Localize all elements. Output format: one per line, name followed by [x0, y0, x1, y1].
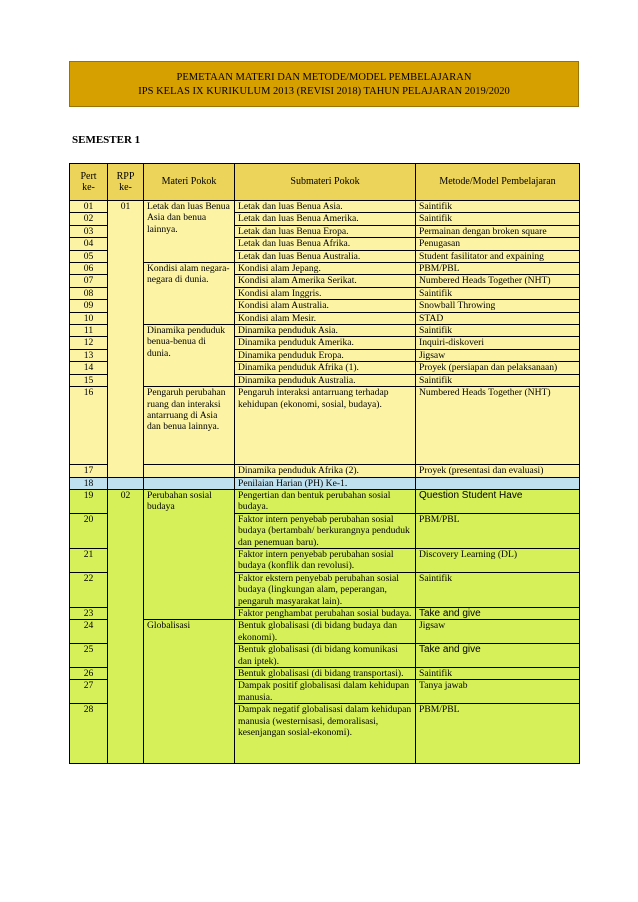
- sub-cell: Dinamika penduduk Afrika (1).: [235, 362, 416, 374]
- table-row: [70, 620, 580, 644]
- pert-cell: 27: [70, 680, 108, 704]
- pert-cell: 14: [70, 362, 108, 374]
- sub-cell: Letak dan luas Benua Eropa.: [235, 225, 416, 237]
- metode-cell: [416, 477, 580, 489]
- pert-cell: 01: [70, 201, 108, 213]
- title-line-2: IPS KELAS IX KURIKULUM 2013 (REVISI 2018) TAHUN PELAJARAN 2019/2020: [138, 86, 510, 97]
- metode-cell: Saintifik: [416, 287, 580, 299]
- pert-cell: 02: [70, 213, 108, 225]
- metode-cell: Tanya jawab: [416, 680, 580, 704]
- materi-cell: Pengaruh perubahan ruang dan interaksi antarruang di Asia dan benua lainnya.: [144, 387, 235, 465]
- header-pert: Pert ke-: [70, 164, 108, 201]
- pert-cell: 13: [70, 349, 108, 361]
- table-row: [70, 477, 580, 489]
- sub-cell: Letak dan luas Benua Amerika.: [235, 213, 416, 225]
- metode-cell: Take and give: [416, 607, 580, 619]
- mapping-table: [69, 163, 580, 764]
- sub-cell: Faktor intern penyebab perubahan sosial budaya (bertambah/ berkurangnya penduduk dan penemuan baru).: [235, 513, 416, 548]
- pert-cell: 04: [70, 238, 108, 250]
- pert-cell: 11: [70, 325, 108, 337]
- metode-cell: Numbered Heads Together (NHT): [416, 275, 580, 287]
- sub-cell: Letak dan luas Benua Afrika.: [235, 238, 416, 250]
- sub-cell: Bentuk globalisasi (di bidang komunikasi dan iptek).: [235, 644, 416, 668]
- sub-cell: Dampak negatif globalisasi dalam kehidupan manusia (westernisasi, demoralisasi, kesenjangan sosial-ekonomi).: [235, 704, 416, 764]
- sub-cell: Pengertian dan bentuk perubahan sosial budaya.: [235, 489, 416, 513]
- metode-cell: Proyek (presentasi dan evaluasi): [416, 465, 580, 477]
- metode-cell: Jigsaw: [416, 349, 580, 361]
- sub-cell: Faktor ekstern penyebab perubahan sosial budaya (lingkungan alam, peperangan, pengaruh masyarakat lain).: [235, 572, 416, 607]
- metode-cell: Inquiri-diskoveri: [416, 337, 580, 349]
- pert-cell: 03: [70, 225, 108, 237]
- metode-cell: PBM/PBL: [416, 263, 580, 275]
- sub-cell: Kondisi alam Inggris.: [235, 287, 416, 299]
- pert-cell: 17: [70, 465, 108, 477]
- title-line-1: PEMETAAN MATERI DAN METODE/MODEL PEMBELAJARAN: [176, 72, 472, 83]
- materi-cell: Letak dan luas Benua Asia dan benua lainnya.: [144, 201, 235, 263]
- table-row: [70, 387, 580, 465]
- table-row: [70, 325, 580, 337]
- metode-cell: Saintifik: [416, 668, 580, 680]
- table-row: [70, 263, 580, 275]
- header-materi: Materi Pokok: [144, 164, 235, 201]
- metode-cell: Saintifik: [416, 213, 580, 225]
- sub-cell: Faktor penghambat perubahan sosial budaya.: [235, 607, 416, 619]
- sub-cell: Kondisi alam Jepang.: [235, 263, 416, 275]
- metode-cell: Jigsaw: [416, 620, 580, 644]
- sub-cell: Penilaian Harian (PH) Ke-1.: [235, 477, 416, 489]
- sub-cell: Dampak positif globalisasi dalam kehidupan manusia.: [235, 680, 416, 704]
- pert-cell: 06: [70, 263, 108, 275]
- metode-cell: Permainan dengan broken square: [416, 225, 580, 237]
- pert-cell: 12: [70, 337, 108, 349]
- header-submateri: Submateri Pokok: [235, 164, 416, 201]
- metode-cell: Numbered Heads Together (NHT): [416, 387, 580, 465]
- metode-cell: STAD: [416, 312, 580, 324]
- materi-cell: [144, 465, 235, 477]
- sub-cell: Pengaruh interaksi antarruang terhadap kehidupan (ekonomi, sosial, budaya).: [235, 387, 416, 465]
- metode-cell: Proyek (persiapan dan pelaksanaan): [416, 362, 580, 374]
- header-metode: Metode/Model Pembelajaran: [416, 164, 580, 201]
- sub-cell: Dinamika penduduk Australia.: [235, 374, 416, 386]
- table-row: [70, 489, 580, 513]
- pert-cell: 10: [70, 312, 108, 324]
- metode-cell: Take and give: [416, 644, 580, 668]
- materi-cell: Dinamika penduduk benua-benua di dunia.: [144, 325, 235, 387]
- sub-cell: Dinamika penduduk Afrika (2).: [235, 465, 416, 477]
- metode-cell: Discovery Learning (DL): [416, 548, 580, 572]
- header-rpp: RPP ke-: [108, 164, 144, 201]
- pert-cell: 24: [70, 620, 108, 644]
- sub-cell: Dinamika penduduk Amerika.: [235, 337, 416, 349]
- sub-cell: Bentuk globalisasi (di bidang budaya dan ekonomi).: [235, 620, 416, 644]
- table-header-row: [70, 164, 580, 201]
- metode-cell: PBM/PBL: [416, 704, 580, 764]
- pert-cell: 09: [70, 300, 108, 312]
- pert-cell: 18: [70, 477, 108, 489]
- semester-label: SEMESTER 1: [72, 134, 141, 146]
- sub-cell: Kondisi alam Australia.: [235, 300, 416, 312]
- pert-cell: 28: [70, 704, 108, 764]
- pert-cell: 19: [70, 489, 108, 513]
- metode-cell: Question Student Have: [416, 489, 580, 513]
- rpp-cell: [108, 477, 144, 489]
- metode-cell: PBM/PBL: [416, 513, 580, 548]
- pert-cell: 25: [70, 644, 108, 668]
- table-row: [70, 201, 580, 213]
- metode-cell: Saintifik: [416, 572, 580, 607]
- pert-cell: 21: [70, 548, 108, 572]
- pert-cell: 15: [70, 374, 108, 386]
- sub-cell: Bentuk globalisasi (di bidang transportasi).: [235, 668, 416, 680]
- pert-cell: 07: [70, 275, 108, 287]
- metode-cell: Saintifik: [416, 325, 580, 337]
- pert-cell: 22: [70, 572, 108, 607]
- materi-cell: Globalisasi: [144, 620, 235, 764]
- sub-cell: Dinamika penduduk Eropa.: [235, 349, 416, 361]
- sub-cell: Faktor intern penyebab perubahan sosial budaya (konflik dan revolusi).: [235, 548, 416, 572]
- rpp-cell: 01: [108, 201, 144, 478]
- pert-cell: 16: [70, 387, 108, 465]
- table-row: [70, 465, 580, 477]
- sub-cell: Letak dan luas Benua Asia.: [235, 201, 416, 213]
- materi-cell: Perubahan sosial budaya: [144, 489, 235, 619]
- metode-cell: Penugasan: [416, 238, 580, 250]
- pert-cell: 05: [70, 250, 108, 262]
- sub-cell: Kondisi alam Amerika Serikat.: [235, 275, 416, 287]
- pert-cell: 26: [70, 668, 108, 680]
- sub-cell: Letak dan luas Benua Australia.: [235, 250, 416, 262]
- materi-cell: Kondisi alam negara-negara di dunia.: [144, 263, 235, 325]
- document-title-box: [69, 61, 579, 107]
- pert-cell: 08: [70, 287, 108, 299]
- materi-cell: [144, 477, 235, 489]
- pert-cell: 23: [70, 607, 108, 619]
- pert-cell: 20: [70, 513, 108, 548]
- metode-cell: Saintifik: [416, 374, 580, 386]
- metode-cell: Saintifik: [416, 201, 580, 213]
- rpp-cell: 02: [108, 489, 144, 763]
- sub-cell: Kondisi alam Mesir.: [235, 312, 416, 324]
- metode-cell: Student fasilitator and expaining: [416, 250, 580, 262]
- metode-cell: Snowball Throwing: [416, 300, 580, 312]
- sub-cell: Dinamika penduduk Asia.: [235, 325, 416, 337]
